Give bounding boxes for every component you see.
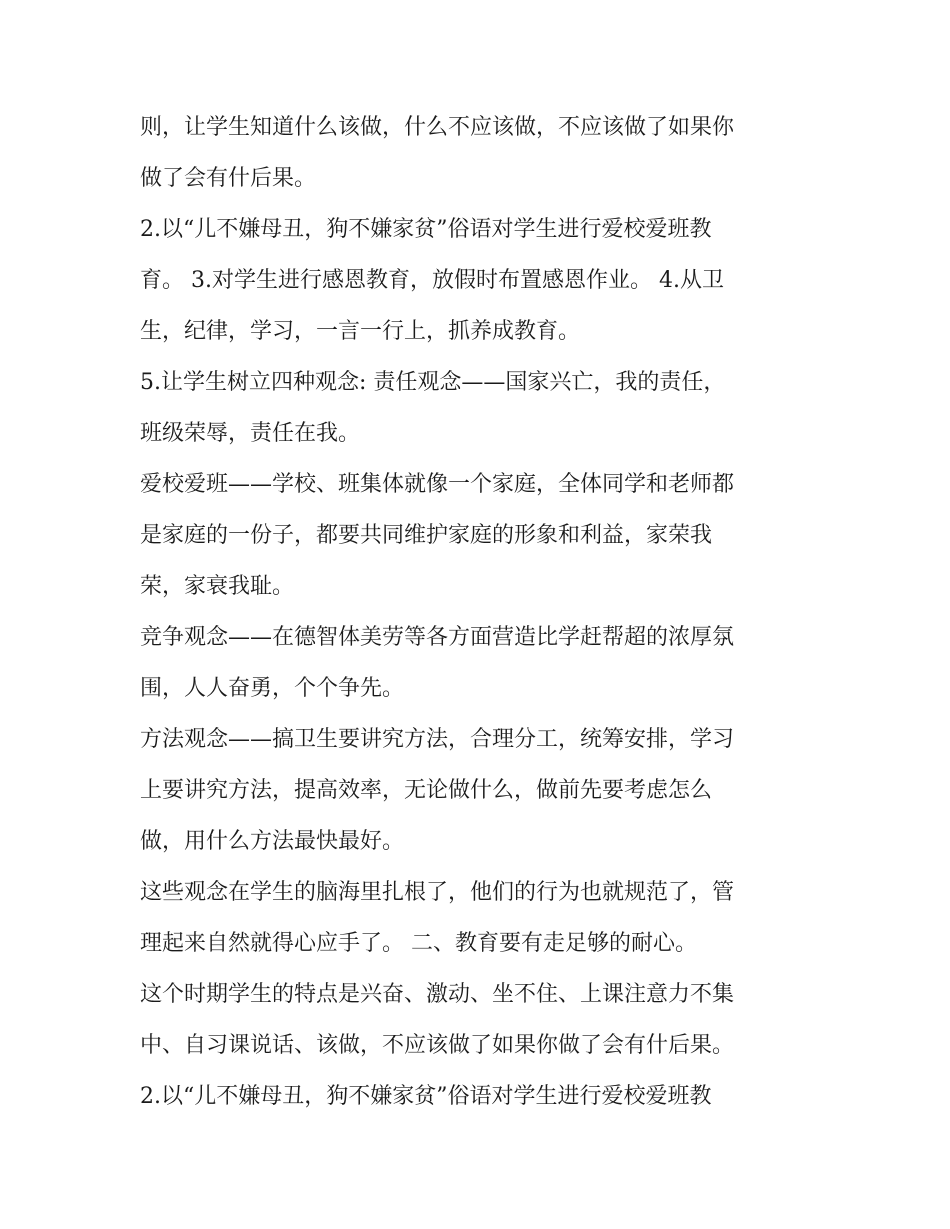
text-line: 理起来自然就得心应手了。 二、教育要有走足够的耐心。 [140, 931, 697, 956]
text-line: 2.以“儿不嫌母丑，狗不嫌家贫”俗语对学生进行爱校爱班教 [140, 217, 712, 242]
text-line: 上要讲究方法，提高效率，无论做什么，做前先要考虑怎么 [140, 778, 713, 803]
text-line: 中、自习课说话、该做，不应该做了如果你做了会有什后果。 [140, 1033, 735, 1058]
text-line: 5.让学生树立四种观念: 责任观念——国家兴亡，我的责任， [140, 370, 726, 395]
text-line: 方法观念——搞卫生要讲究方法，合理分工，统筹安排，学习 [140, 727, 735, 752]
text-line: 这些观念在学生的脑海里扎根了，他们的行为也就规范了，管 [140, 880, 735, 905]
text-line: 做了会有什后果。 [140, 166, 317, 191]
text-line: 荣，家衰我耻。 [140, 574, 295, 599]
text-line: 爱校爱班——学校、班集体就像一个家庭，全体同学和老师都 [140, 472, 735, 497]
text-line: 育。 3.对学生进行感恩教育，放假时布置感恩作业。 4.从卫 [140, 268, 724, 293]
text-line: 这个时期学生的特点是兴奋、激动、坐不住、上课注意力不集 [140, 982, 735, 1007]
text-line: 生，纪律，学习，一言一行上，抓养成教育。 [140, 319, 581, 344]
text-line: 班级荣辱，责任在我。 [140, 421, 361, 446]
text-line: 围，人人奋勇，个个争先。 [140, 676, 405, 701]
text-line: 是家庭的一份子，都要共同维护家庭的形象和利益，家荣我 [140, 523, 713, 548]
text-line: 则，让学生知道什么该做，什么不应该做，不应该做了如果你 [140, 115, 735, 140]
text-line: 竞争观念——在德智体美劳等各方面营造比学赶帮超的浓厚氛 [140, 625, 735, 650]
text-line: 2.以“儿不嫌母丑，狗不嫌家贫”俗语对学生进行爱校爱班教 [140, 1084, 712, 1109]
text-line: 做，用什么方法最快最好。 [140, 829, 405, 854]
